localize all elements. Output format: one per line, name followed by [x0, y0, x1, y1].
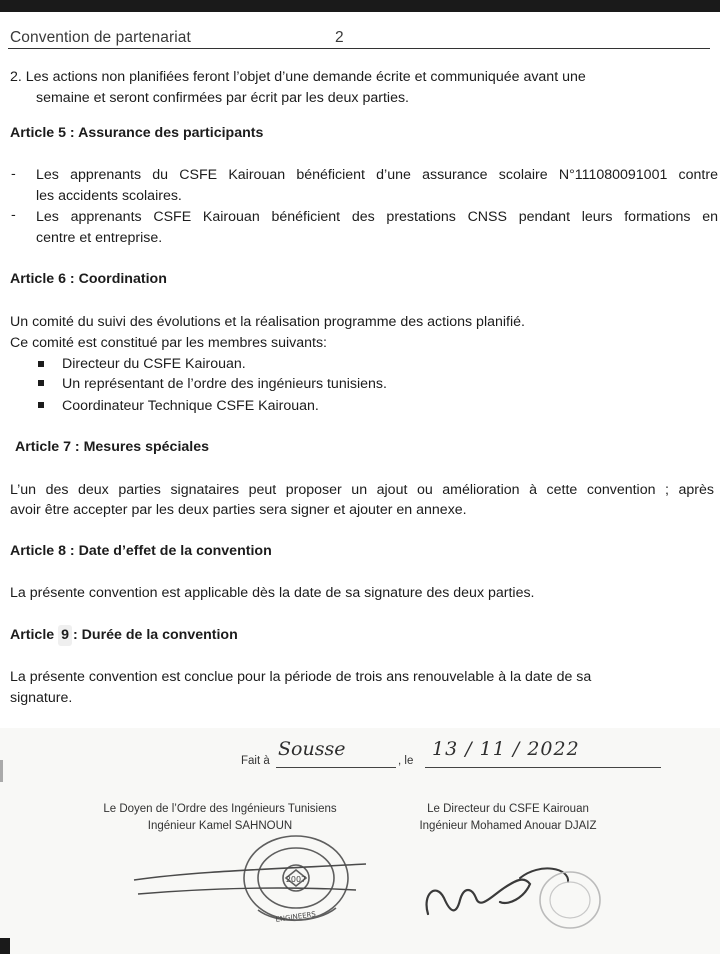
left-signer-name: Ingénieur Kamel SAHNOUN [147, 820, 293, 832]
handwritten-date: 13 / 11 / 2022 [432, 738, 580, 760]
date-underline [425, 767, 661, 768]
left-signature-icon [130, 850, 370, 900]
item2-line2: semaine et seront confirmées par écrit par les deux parties. [36, 90, 409, 106]
dash-icon: - [11, 166, 16, 182]
fait-label: Fait à [241, 755, 270, 767]
handwritten-place: Sousse [278, 738, 346, 760]
article8-text: La présente convention est applicable dès la date de sa signature des deux parties. [10, 585, 535, 601]
article9-heading-prefix: Article [10, 627, 55, 643]
place-underline [276, 767, 396, 768]
dash-icon: - [11, 207, 16, 223]
svg-text:2007: 2007 [285, 875, 307, 884]
page-number: 2 [335, 29, 344, 46]
le-label: , le [398, 755, 414, 767]
right-signer-title: Le Directeur du CSFE Kairouan [427, 803, 589, 815]
member-item: Directeur du CSFE Kairouan. [62, 356, 246, 372]
article5-heading: Article 5 : Assurance des participants [10, 125, 264, 141]
article6-line1: Un comité du suivi des évolutions et la réalisation programme des actions planifié. [10, 314, 525, 330]
article7-heading: Article 7 : Mesures spéciales [15, 439, 209, 455]
article9-heading-rest: : Durée de la convention [73, 627, 238, 643]
member-item: Coordinateur Technique CSFE Kairouan. [62, 398, 319, 414]
article5-item2-line1: Les apprenants CSFE Kairouan bénéficient des prestations CNSS pendant leurs formations en [36, 209, 718, 225]
article9-heading-number: 9 [58, 625, 72, 646]
item2-line1: 2. Les actions non planifiées feront l’objet d’une demande écrite et communiquée avant une [10, 69, 586, 85]
svg-text:ENGINEERS: ENGINEERS [275, 910, 317, 924]
article8-heading: Article 8 : Date d’effet de la convention [10, 543, 272, 559]
corner-mark [0, 938, 10, 954]
article9-line1: La présente convention est conclue pour la période de trois ans renouvelable à la date de sa [10, 669, 592, 685]
square-bullet-icon [38, 361, 44, 367]
article6-line2: Ce comité est constitué par les membres suivants: [10, 335, 327, 351]
member-item: Un représentant de l’ordre des ingénieurs tunisiens. [62, 376, 387, 392]
right-signature-icon [420, 858, 620, 938]
header-title: Convention de partenariat [10, 29, 191, 46]
right-signer-name: Ingénieur Mohamed Anouar DJAIZ [419, 820, 597, 832]
square-bullet-icon [38, 402, 44, 408]
article5-item1-line1: Les apprenants du CSFE Kairouan bénéficient d’une assurance scolaire N°111080091001 contre [36, 167, 718, 183]
article9-heading [10, 625, 238, 646]
top-dark-band [0, 0, 720, 12]
article5-item2-line2: centre et entreprise. [36, 230, 163, 246]
left-signer-title: Le Doyen de l’Ordre des Ingénieurs Tunisiens [103, 803, 337, 815]
page-edge-mark [0, 760, 3, 782]
article7-line2: avoir être accepter par les deux parties sera signer et ajouter en annexe. [10, 502, 467, 518]
article5-item1-line2: les accidents scolaires. [36, 188, 182, 204]
square-bullet-icon [38, 380, 44, 386]
page-header [8, 28, 710, 49]
article9-line2: signature. [10, 690, 73, 706]
article7-line1: L’un des deux parties signataires peut proposer un ajout ou amélioration à cette convention ; après [10, 482, 714, 498]
article6-heading: Article 6 : Coordination [10, 271, 167, 287]
